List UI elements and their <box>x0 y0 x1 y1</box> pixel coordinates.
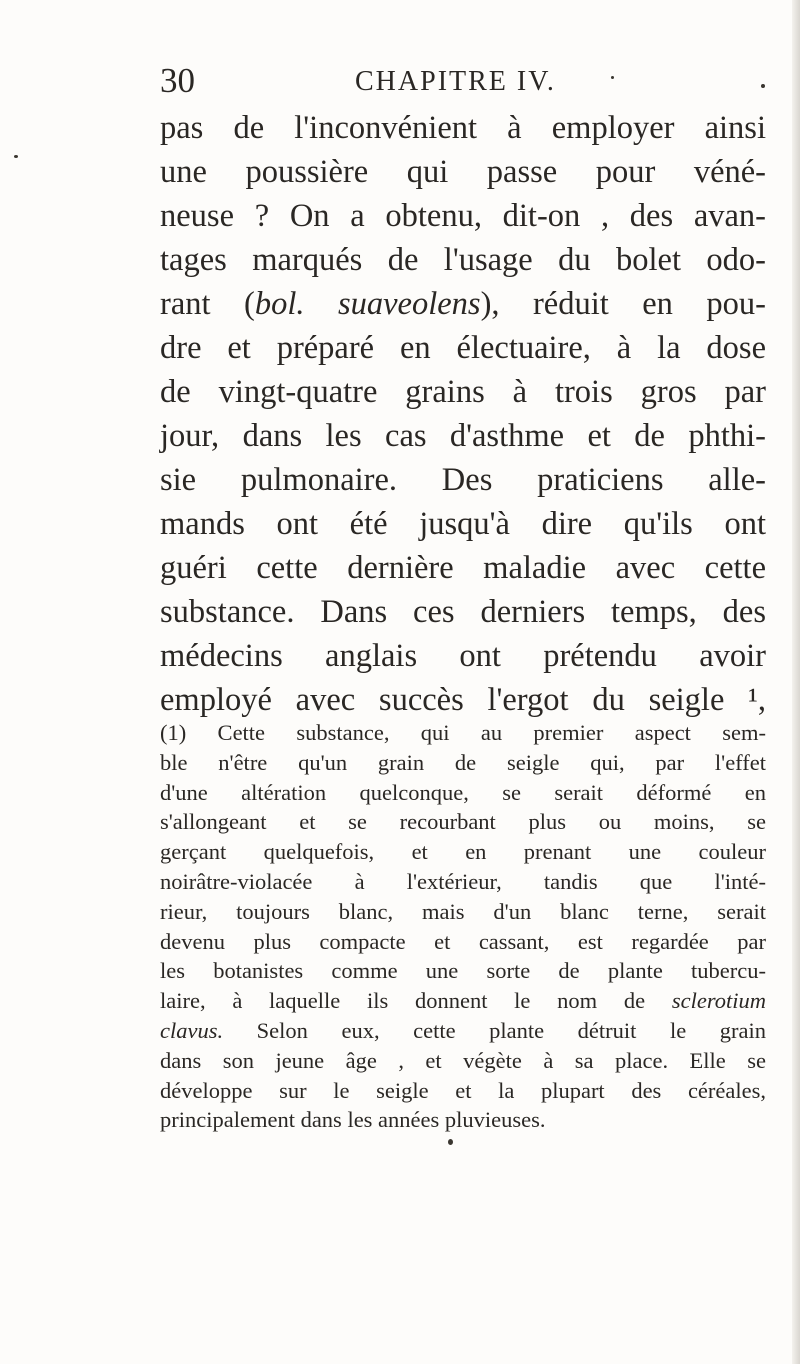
footnote-line: noirâtre-violacée à l'extérieur, tandis que l'inté- <box>160 868 766 894</box>
body-line: tages marqués de l'usage du bolet odo- <box>160 242 766 278</box>
ink-speck <box>761 84 765 88</box>
footnote-line-with-italic <box>160 986 766 1016</box>
ink-speck <box>611 76 614 79</box>
body-line: neuse ? On a obtenu, dit-on , des avan- <box>160 198 766 234</box>
ink-speck <box>14 155 18 158</box>
body-line: une poussière qui passe pour véné- <box>160 154 766 190</box>
body-line: substance. Dans ces derniers temps, des <box>160 594 766 630</box>
footnote-line: les botanistes comme une sorte de plante tubercu- <box>160 958 766 984</box>
body-line: sie pulmonaire. Des praticiens alle- <box>160 462 766 498</box>
footnote-line: ble n'être qu'un grain de seigle qui, par l'effet <box>160 749 766 775</box>
body-line: mands ont été jusqu'à dire qu'ils ont <box>160 506 766 542</box>
footnote <box>160 718 766 1135</box>
footnote-text-segment: laire, à laquelle ils donnent le nom de <box>160 988 672 1014</box>
page-header <box>160 58 780 104</box>
footnote-line-with-italic <box>160 1016 766 1046</box>
body-line: employé avec succès l'ergot du seigle ¹, <box>160 682 766 718</box>
footnote-line: développe sur le seigle et la plupart des céréales, <box>160 1077 766 1103</box>
ink-speck <box>448 1139 453 1145</box>
body-line: dre et préparé en électuaire, à la dose <box>160 330 766 366</box>
body-line: médecins anglais ont prétendu avoir <box>160 638 766 674</box>
body-line-with-italic <box>160 282 766 326</box>
page-number: 30 <box>160 61 195 100</box>
footnote-line: devenu plus compacte et cassant, est regardée par <box>160 928 766 954</box>
footnote-text-segment: Selon eux, cette plante détruit le grain <box>223 1017 766 1043</box>
body-text-segment: ), réduit en pou- <box>480 286 766 322</box>
footnote-line: principalement dans les années pluvieuses. <box>160 1107 546 1133</box>
footnote-line: (1) Cette substance, qui au premier aspect sem- <box>160 720 766 745</box>
body-line: guéri cette dernière maladie avec cette <box>160 550 766 586</box>
latin-species-name: sclerotium <box>671 988 766 1014</box>
page-edge-shadow <box>792 0 800 1364</box>
body-line: pas de l'inconvénient à employer ainsi <box>160 110 766 146</box>
running-head: CHAPITRE IV. <box>355 66 556 97</box>
latin-species-name: clavus. <box>160 1017 224 1043</box>
body-line: de vingt-quatre grains à trois gros par <box>160 374 766 410</box>
latin-species-name: bol. suaveolens <box>254 286 481 322</box>
footnote-line: s'allongeant et se recourbant plus ou moins, se <box>160 809 766 835</box>
footnote-line: rieur, toujours blanc, mais d'un blanc terne, serait <box>160 898 766 924</box>
body-text <box>160 106 766 722</box>
body-text-segment: rant ( <box>160 286 255 322</box>
footnote-line: gerçant quelquefois, et en prenant une couleur <box>160 839 766 865</box>
footnote-line: dans son jeune âge , et végète à sa place. Elle se <box>160 1047 766 1073</box>
footnote-line: d'une altération quelconque, se serait déformé en <box>160 779 766 805</box>
body-line: jour, dans les cas d'asthme et de phthi- <box>160 418 766 454</box>
